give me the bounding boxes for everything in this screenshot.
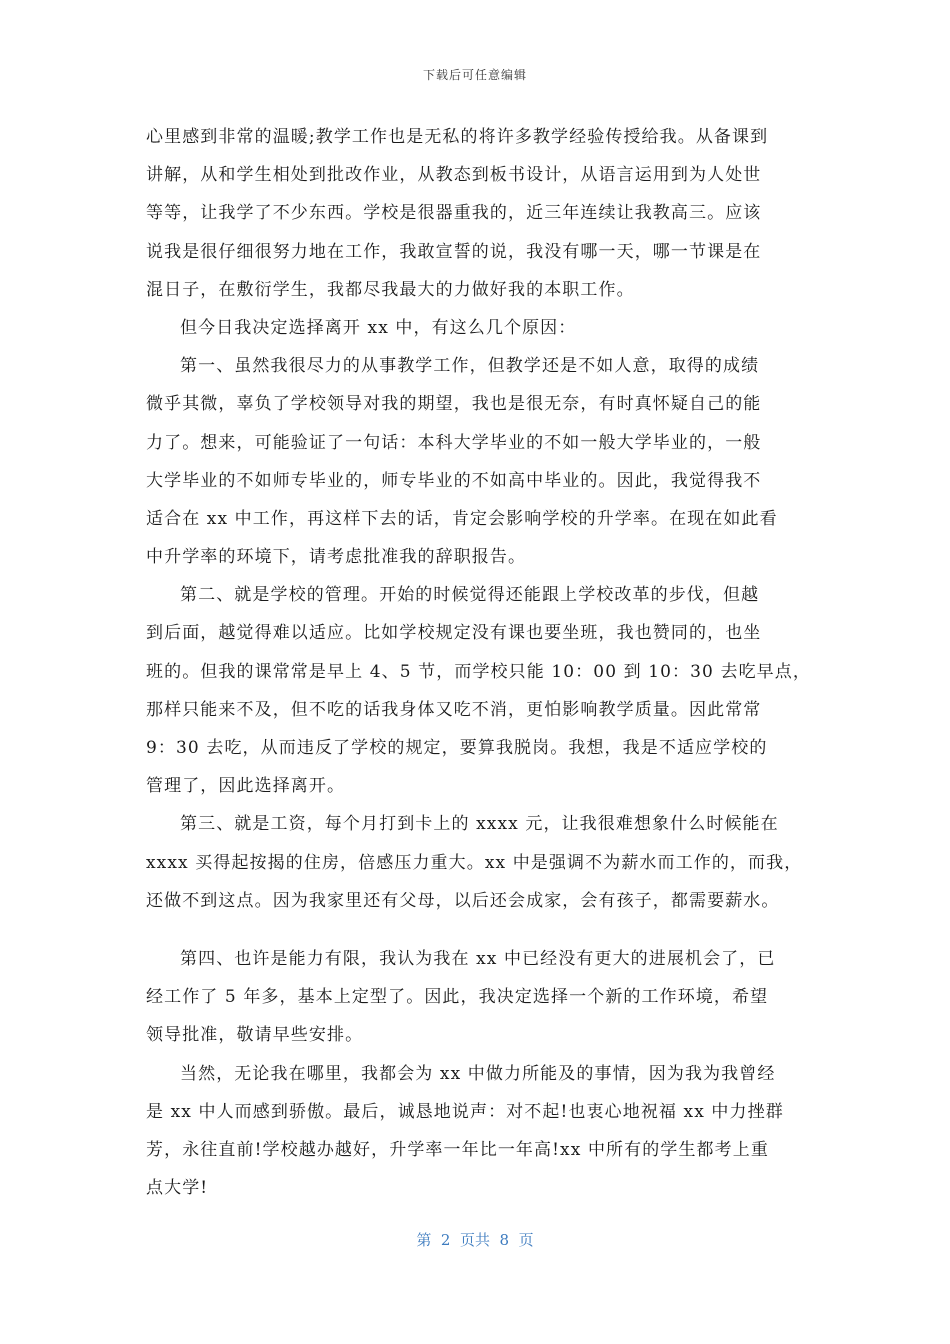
text-line: 第四、也许是能力有限，我认为我在 xx 中已经没有更大的进展机会了，已 [180, 948, 776, 969]
paragraph-gap [146, 920, 810, 940]
text-line: 管理了，因此选择离开。 [146, 776, 346, 797]
text-line: 班的。但我的课常常是早上 4、5 节，而学校只能 10：00 到 10：30 去吃早点， [146, 661, 811, 682]
page-header: 下载后可任意编辑 [422, 68, 527, 82]
document-body [146, 118, 810, 1207]
text-line: 混日子，在敷衍学生，我都尽我最大的力做好我的本职工作。 [146, 279, 635, 300]
text-line: 微乎其微，辜负了学校领导对我的期望，我也是很无奈，有时真怀疑自己的能 [146, 394, 762, 415]
text-line: 心里感到非常的温暖;教学工作也是无私的将许多教学经验传授给我。从备课到 [146, 127, 769, 147]
text-line: 经工作了 5 年多，基本上定型了。因此，我决定选择一个新的工作环境，希望 [146, 987, 769, 1008]
text-line: 讲解，从和学生相处到批改作业，从教态到板书设计，从语言运用到为人处世 [146, 165, 762, 186]
text-line: 第一、虽然我很尽力的从事教学工作，但教学还是不如人意，取得的成绩 [180, 356, 760, 377]
text-line: 到后面，越觉得难以适应。比如学校规定没有课也要坐班，我也赞同的，也坐 [146, 623, 762, 644]
page-number-footer: 第 2 页共 8 页 [416, 1231, 534, 1249]
text-line: 第三、就是工资，每个月打到卡上的 xxxx 元，让我很难想象什么时候能在 [180, 814, 779, 835]
text-line: 领导批准，敬请早些安排。 [146, 1025, 364, 1046]
text-line: 第二、就是学校的管理。开始的时候觉得还能跟上学校改革的步伐，但越 [180, 585, 760, 606]
text-line: 当然，无论我在哪里，我都会为 xx 中做力所能及的事情，因为我为我曾经 [180, 1063, 776, 1084]
text-line: 中升学率的环境下，请考虑批准我的辞职报告。 [146, 547, 527, 568]
text-line: 力了。想来，可能验证了一句话：本科大学毕业的不如一般大学毕业的，一般 [146, 432, 762, 453]
text-line: 那样只能来不及，但不吃的话我身体又吃不消，更怕影响教学质量。因此常常 [146, 699, 762, 720]
text-line: 9：30 去吃，从而违反了学校的规定，要算我脱岗。我想，我是不适应学校的 [146, 738, 768, 758]
text-line: 大学毕业的不如师专毕业的，师专毕业的不如高中毕业的。因此，我觉得我不 [146, 470, 762, 491]
text-line: 说我是很仔细很努力地在工作，我敢宣誓的说，我没有哪一天，哪一节课是在 [146, 241, 762, 262]
text-line: 适合在 xx 中工作，再这样下去的话，肯定会影响学校的升学率。在现在如此看 [146, 508, 778, 529]
text-line: 等等，让我学了不少东西。学校是很器重我的，近三年连续让我教高三。应该 [146, 203, 762, 224]
text-line: 是 xx 中人而感到骄傲。最后，诚恳地说声：对不起!也衷心地祝福 xx 中力挫群 [146, 1101, 784, 1122]
text-line: 点大学! [146, 1178, 209, 1199]
text-line: 芳，永往直前!学校越办越好，升学率一年比一年高!xx 中所有的学生都考上重 [146, 1139, 769, 1160]
text-line: 但今日我决定选择离开 xx 中，有这么几个原因： [180, 317, 577, 338]
text-line: 还做不到这点。因为我家里还有父母，以后还会成家，会有孩子，都需要薪水。 [146, 890, 780, 911]
text-line: xxxx 买得起按揭的住房，倍感压力重大。xx 中是强调不为薪水而工作的，而我， [146, 852, 803, 873]
